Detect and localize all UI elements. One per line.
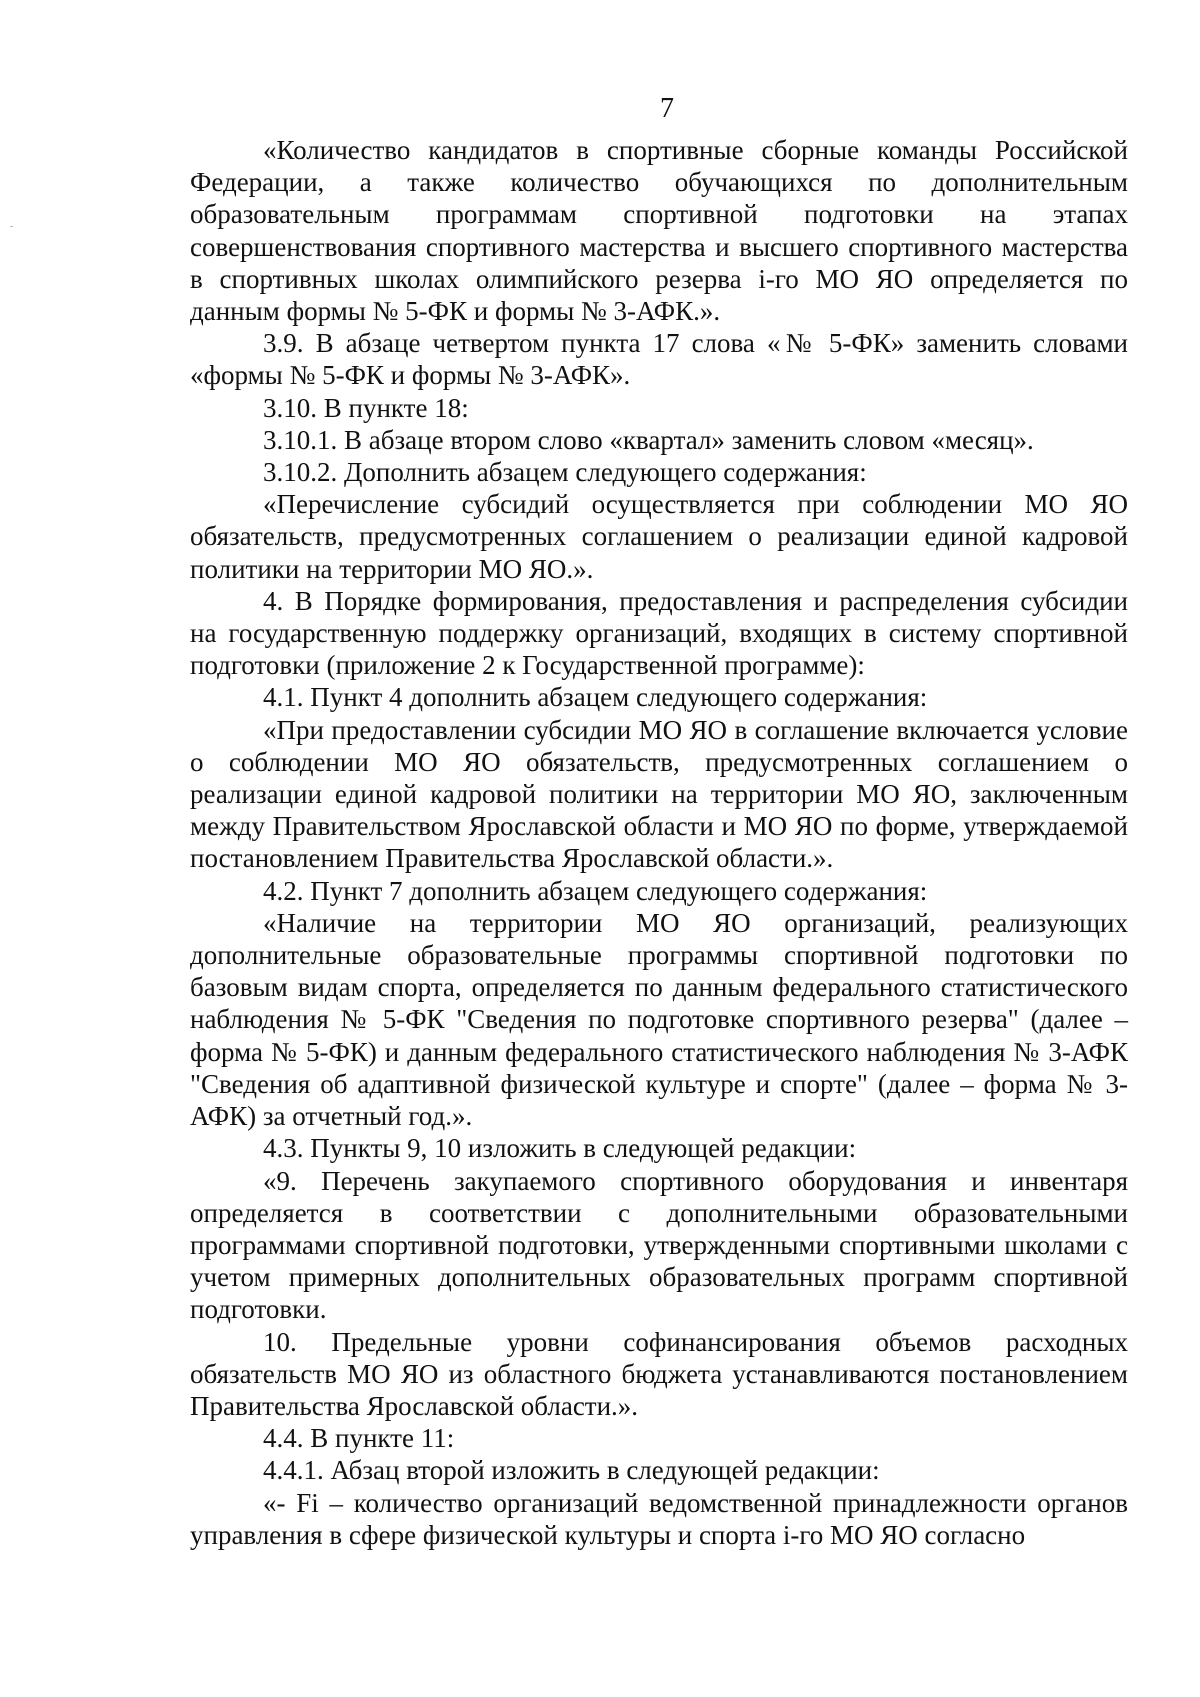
scan-artifact bbox=[10, 226, 13, 227]
paragraph-3-10-1: 3.10.1. В абзаце втором слово «квартал» заменить словом «месяц». bbox=[263, 424, 1034, 455]
paragraph-4-4-1: 4.4.1. Абзац второй изложить в следующей редакции: bbox=[263, 1455, 880, 1486]
document-body bbox=[190, 134, 1128, 1551]
paragraph-quote-fi: «- Fi – количество организаций ведомственной принадлежности органов управления в сфере физической культуры и спорта i-го МО ЯО согласно bbox=[190, 1487, 1128, 1550]
paragraph-3-10: 3.10. В пункте 18: bbox=[263, 392, 469, 423]
paragraph-4-2: 4.2. Пункт 7 дополнить абзацем следующего содержания: bbox=[263, 875, 928, 906]
paragraph-quote-agreement: «При предоставлении субсидии МО ЯО в соглашение включается условие о соблюдении МО ЯО обязательств, предусмотренных соглашением о реализации единой кадровой политики на территории МО ЯО, заключенным между Правительством Ярославской области и МО ЯО по форме, утверждаемой постановлением Правительства Ярославской области.». bbox=[190, 714, 1128, 874]
paragraph-4: 4. В Порядке формирования, предоставления и распределения субсидии на государственную поддержку организаций, входящих в систему спортивной подготовки (приложение 2 к Государственной программе): bbox=[190, 585, 1128, 681]
paragraph-4-1: 4.1. Пункт 4 дополнить абзацем следующего содержания: bbox=[263, 682, 928, 713]
paragraph-3-10-2: 3.10.2. Дополнить абзацем следующего содержания: bbox=[263, 457, 867, 488]
page-number: 7 bbox=[660, 93, 674, 124]
paragraph-quote-subsidies: «Перечисление субсидий осуществляется при соблюдении МО ЯО обязательств, предусмотренных соглашением о реализации единой кадровой политики на территории МО ЯО.». bbox=[190, 489, 1128, 584]
paragraph-quote-point-9: «9. Перечень закупаемого спортивного оборудования и инвентаря определяется в соответствии с дополнительными образовательными программами спортивной подготовки, утвержденными спортивными школами с учетом примерных дополнительных образовательных программ спортивной подготовки. bbox=[190, 1165, 1128, 1325]
paragraph-quote-candidates: «Количество кандидатов в спортивные сборные команды Российской Федерации, а также количество обучающихся по дополнительным образовательным программам спортивной подготовки на этапах совершенствования спортивного мастерства и высшего спортивного мастерства в спортивных школах олимпийского резерва i-го МО ЯО определяется по данным формы № 5-ФК и формы № 3-АФК.». bbox=[190, 135, 1128, 327]
paragraph-quote-organizations: «Наличие на территории МО ЯО организаций, реализующих дополнительные образовательные программы спортивной подготовки по базовым видам спорта, определяется по данным федерального статистического наблюдения № 5-ФК "Сведения по подготовке спортивного резерва" (далее – форма № 5-ФК) и данным федерального статистического наблюдения № 3-АФК "Сведения об адаптивной физической культуре и спорте" (далее – форма № 3-АФК) за отчетный год.». bbox=[190, 907, 1128, 1132]
paragraph-4-3: 4.3. Пункты 9, 10 изложить в следующей редакции: bbox=[263, 1133, 857, 1164]
paragraph-4-4: 4.4. В пункте 11: bbox=[263, 1423, 455, 1454]
paragraph-point-10: 10. Предельные уровни софинансирования объемов расходных обязательств МО ЯО из областного бюджета устанавливаются постановлением Правительства Ярославской области.». bbox=[190, 1326, 1128, 1421]
paragraph-3-9: 3.9. В абзаце четвертом пункта 17 слова «№ 5-ФК» заменить словами «формы № 5-ФК и формы № 3-АФК». bbox=[190, 328, 1128, 391]
